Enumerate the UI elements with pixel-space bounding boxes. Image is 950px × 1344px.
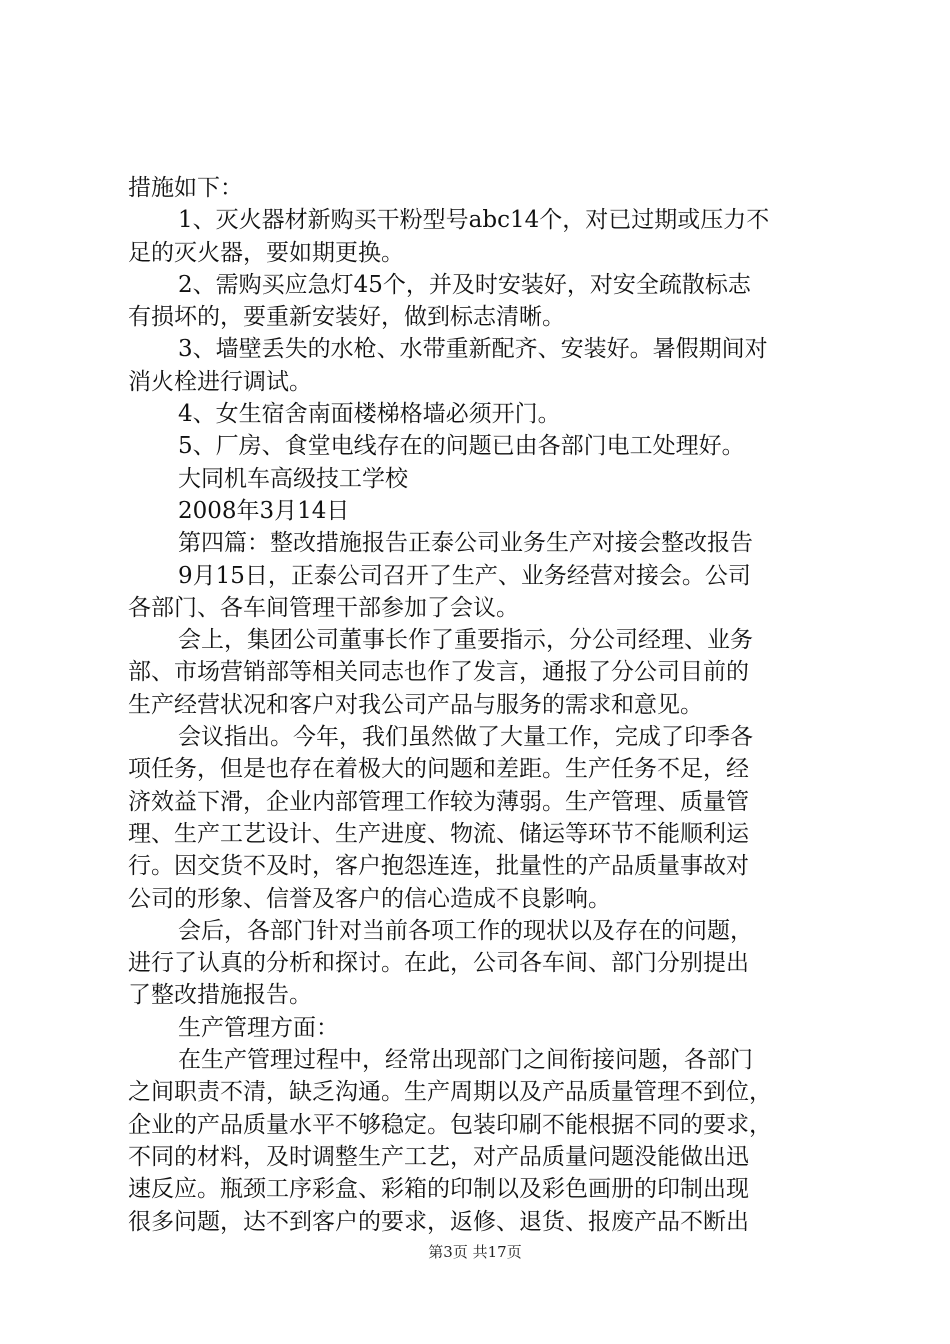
text-line: 速反应。瓶颈工序彩盒、彩箱的印制以及彩色画册的印制出现 [128,1176,749,1203]
text-line: 在生产管理过程中，经常出现部门之间衔接问题，各部门 [178,1047,753,1074]
text-line: 第四篇：整改措施报告正泰公司业务生产对接会整改报告 [178,530,753,557]
text-line: 各部门、各车间管理干部参加了会议。 [128,594,519,621]
text-line: 济效益下滑，企业内部管理工作较为薄弱。生产管理、质量管 [128,788,749,815]
text-line: 会议指出。今年，我们虽然做了大量工作，完成了印季各 [178,724,753,751]
text-line: 2008年3月14日 [178,497,350,524]
text-line: 很多问题，达不到客户的要求，返修、退货、报废产品不断出 [128,1208,749,1235]
text-line: 措施如下： [128,175,243,201]
text-line: 部、市场营销部等相关同志也作了发言，通报了分公司目前的 [128,659,749,686]
document-body [128,172,828,1238]
text-line: 不同的材料，及时调整生产工艺，对产品质量问题没能做出迅 [128,1143,749,1170]
text-line: 公司的形象、信誉及客户的信心造成不良影响。 [128,885,611,912]
text-line: 企业的产品质量水平不够稳定。包装印刷不能根据不同的要求， [128,1111,772,1138]
page-footer: 第3页 共17页 [428,1243,522,1261]
text-line: 之间职责不清，缺乏沟通。生产周期以及产品质量管理不到位， [128,1079,772,1106]
text-line: 足的灭火器，要如期更换。 [128,239,404,266]
text-line: 3、墙壁丢失的水枪、水带重新配齐、安装好。暑假期间对 [178,336,768,363]
text-line: 大同机车高级技工学校 [178,465,408,492]
text-line: 会上，集团公司董事长作了重要指示，分公司经理、业务 [178,627,753,654]
text-line: 项任务，但是也存在着极大的问题和差距。生产任务不足，经 [128,756,749,783]
text-line: 5、厂房、食堂电线存在的问题已由各部门电工处理好。 [178,433,745,460]
text-line: 行。因交货不及时，客户抱怨连连，批量性的产品质量事故对 [128,853,749,880]
text-line: 会后，各部门针对当前各项工作的现状以及存在的问题， [178,917,753,944]
text-line: 有损坏的，要重新安装好，做到标志清晰。 [128,304,565,331]
text-line: 2、需购买应急灯45个，并及时安装好，对安全疏散标志 [178,271,751,298]
text-line: 消火栓进行调试。 [128,368,312,395]
text-line: 1、灭火器材新购买干粉型号abc14个，对已过期或压力不 [178,207,770,234]
text-line: 生产管理方面： [178,1014,339,1041]
text-line: 生产经营状况和客户对我公司产品与服务的需求和意见。 [128,691,703,718]
text-line: 理、生产工艺设计、生产进度、物流、储运等环节不能顺利运 [128,820,749,847]
text-line: 9月15日，正泰公司召开了生产、业务经营对接会。公司 [178,562,751,589]
text-line: 进行了认真的分析和探讨。在此，公司各车间、部门分别提出 [128,950,749,977]
text-line: 了整改措施报告。 [128,982,312,1009]
text-line: 4、女生宿舍南面楼梯格墙必须开门。 [178,401,561,428]
